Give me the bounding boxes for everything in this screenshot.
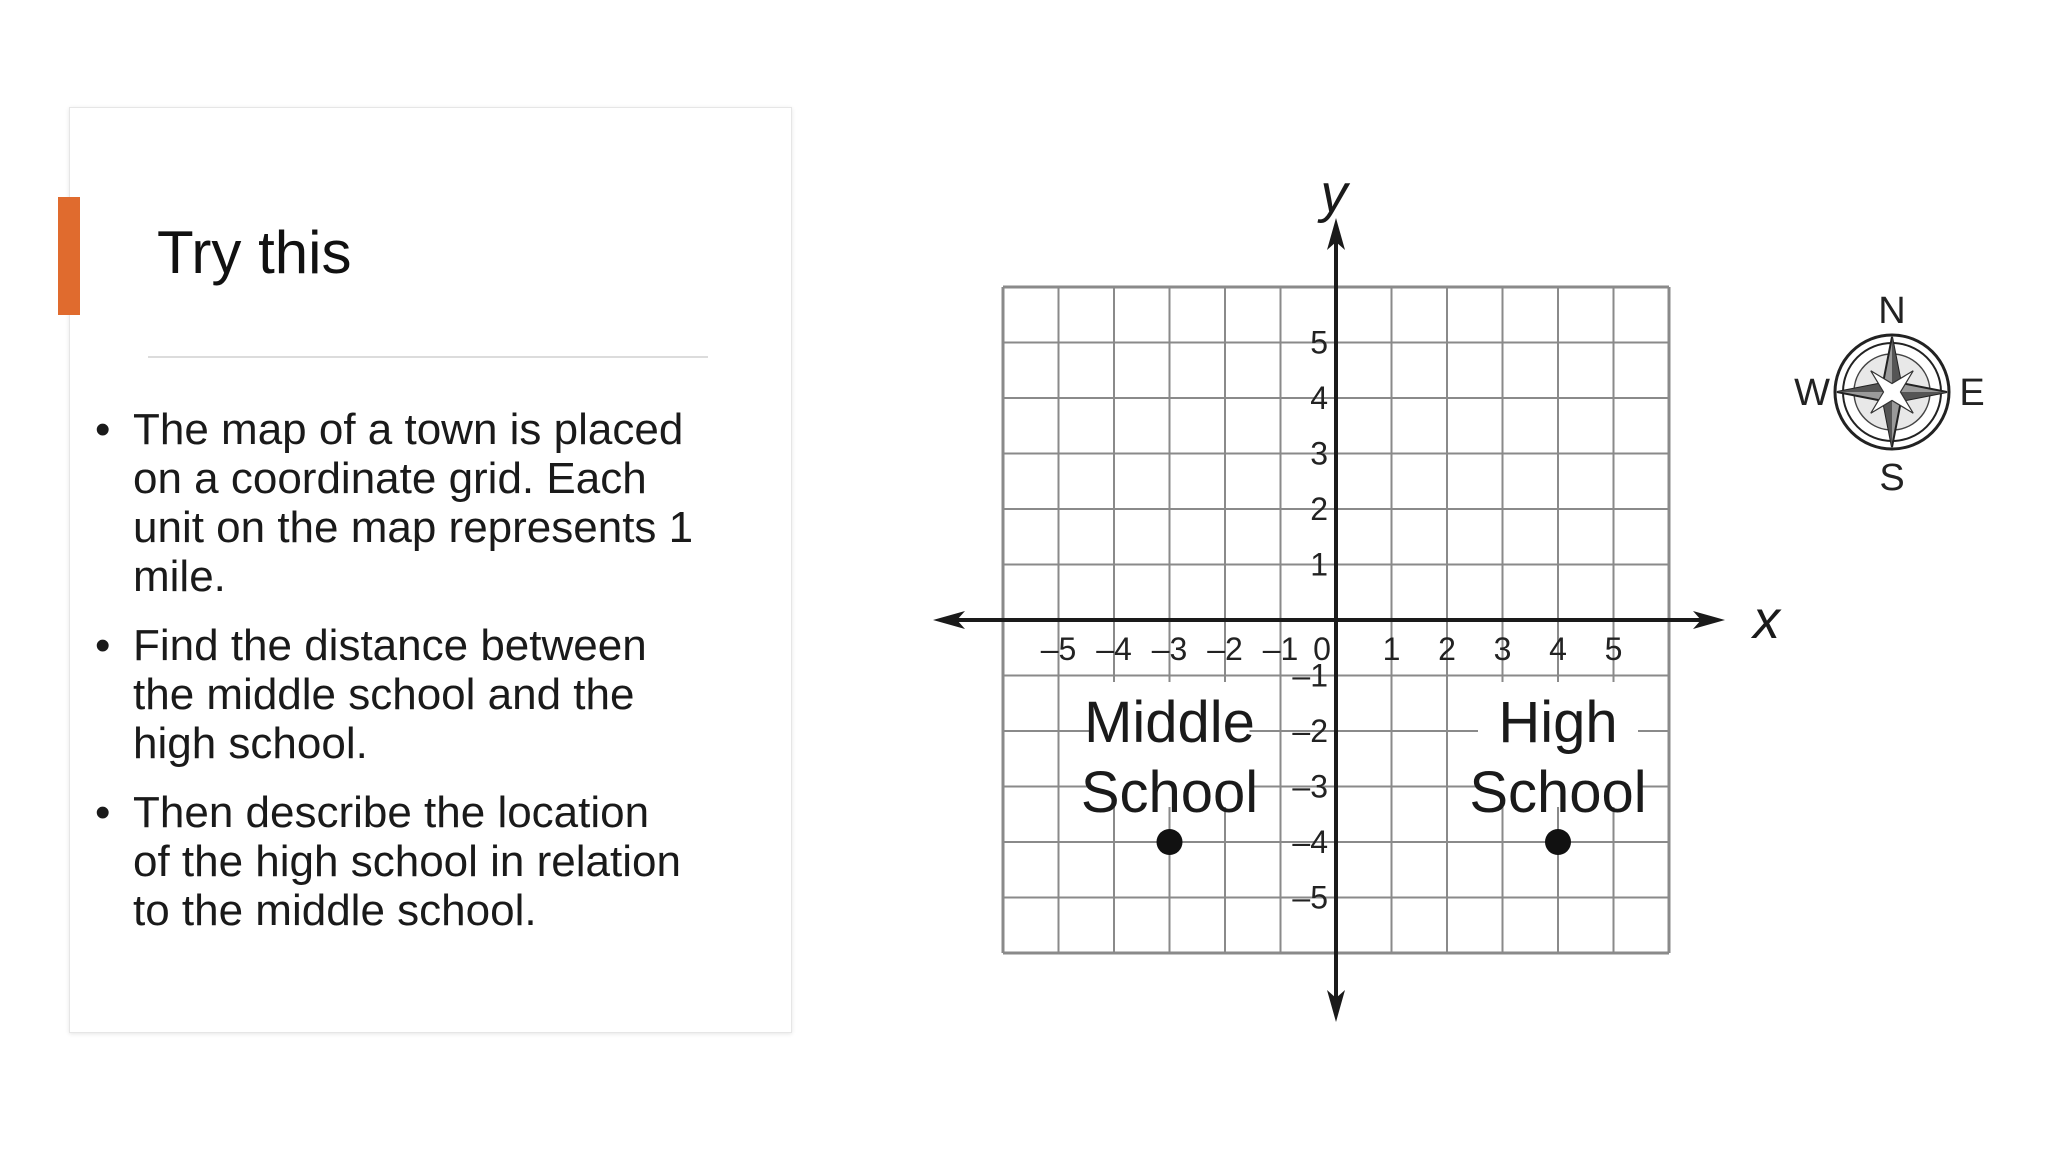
point-label: School: [1469, 760, 1647, 825]
y-axis-label: y: [1320, 164, 1348, 224]
title-divider: [148, 356, 708, 358]
x-tick-label: –3: [1151, 631, 1188, 667]
compass-west-label: W: [1794, 372, 1830, 414]
data-points: [1081, 682, 1647, 855]
point-label: Middle: [1084, 690, 1255, 755]
x-tick-label: 3: [1493, 631, 1512, 667]
y-tick-label: 2: [1310, 491, 1328, 527]
slide-title: Try this: [157, 219, 352, 286]
x-tick-label: 2: [1438, 631, 1456, 667]
bullet-item: [95, 788, 695, 935]
bullet-item: [95, 621, 695, 768]
compass-icon: [1835, 335, 1949, 449]
title-accent-bar: [58, 197, 80, 315]
bullet-icon: •: [95, 621, 111, 670]
x-tick-label: 4: [1549, 631, 1567, 667]
y-tick-label: 3: [1310, 435, 1328, 472]
bullet-text: Find the distance between the middle school and the high school.: [133, 621, 647, 768]
y-tick-label: –3: [1292, 768, 1328, 805]
y-tick-label: 5: [1310, 324, 1328, 361]
bullet-text: Then describe the location of the high school in relation to the middle school.: [133, 788, 681, 935]
y-tick-label: 4: [1310, 380, 1328, 416]
bullet-icon: •: [95, 405, 111, 454]
axes: [933, 164, 1782, 1022]
x-tick-label: –5: [1040, 631, 1077, 667]
x-tick-label: –2: [1207, 631, 1243, 667]
x-tick-label: –4: [1096, 631, 1132, 667]
bullet-text: The map of a town is placed on a coordinate grid. Each unit on the map represents 1 mile.: [133, 405, 694, 601]
point-label: School: [1080, 760, 1259, 825]
y-tick-label: 1: [1310, 546, 1328, 583]
y-tick-label: –1: [1292, 657, 1328, 694]
y-tick-label: –5: [1292, 879, 1328, 916]
compass-south-label: S: [1879, 457, 1905, 499]
bullet-icon: •: [95, 788, 111, 837]
data-point: [1545, 829, 1571, 855]
x-tick-label: 1: [1382, 631, 1401, 667]
x-tick-label: –1: [1262, 631, 1299, 667]
y-tick-label: –4: [1292, 824, 1328, 860]
bullet-item: [95, 405, 695, 601]
compass-east-label: E: [1959, 372, 1985, 414]
coordinate-grid-figure: [925, 160, 2005, 1040]
y-tick-label: –2: [1292, 713, 1328, 749]
data-point: [1157, 829, 1183, 855]
bullet-list: [95, 405, 695, 955]
compass-rose: [1794, 290, 1985, 499]
point-label: High: [1498, 690, 1618, 755]
compass-north-label: N: [1878, 290, 1906, 332]
x-tick-label: 0: [1313, 631, 1331, 667]
x-tick-label: 5: [1604, 631, 1623, 667]
x-axis-label: x: [1753, 590, 1780, 650]
